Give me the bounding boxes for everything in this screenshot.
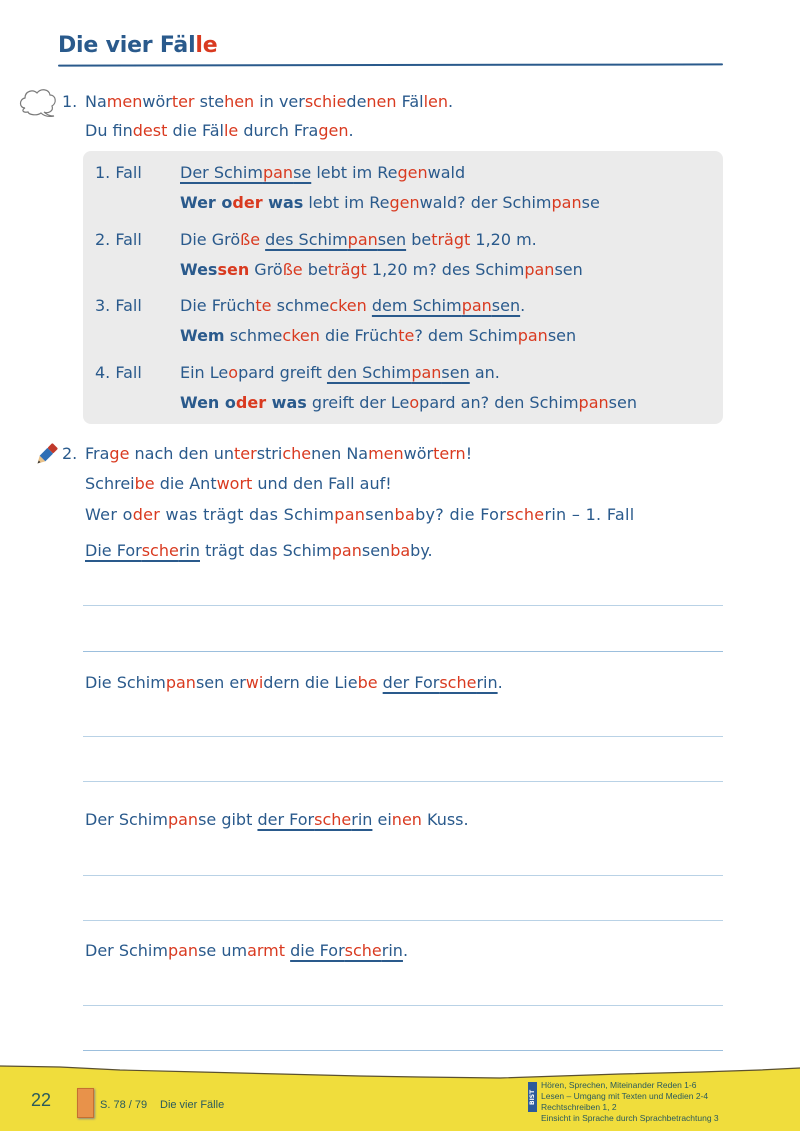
page-number: 22 — [31, 1090, 52, 1110]
text-segment: wald — [427, 163, 466, 182]
text-segment: lebt im Re — [311, 163, 398, 182]
text-segment: gen — [389, 193, 420, 212]
text-segment: Wem — [180, 326, 225, 345]
text-segment: schme — [271, 296, 330, 315]
case-1-question — [180, 193, 600, 212]
case-2-sentence — [180, 230, 537, 249]
text-segment: men — [368, 444, 404, 463]
text-segment: . — [448, 92, 454, 111]
text-segment: pan — [517, 326, 548, 345]
task-1-instruction-line-1 — [85, 92, 453, 111]
text-segment: ei — [372, 810, 392, 829]
text-segment: le — [223, 121, 239, 140]
text-segment: armt — [247, 941, 286, 960]
answer-line[interactable] — [83, 1005, 723, 1006]
exercise-sentence-2 — [85, 673, 503, 692]
text-segment: le — [195, 33, 218, 58]
textbook-topic: Die vier Fälle — [160, 1099, 225, 1111]
text-segment: 1,20 m. — [470, 230, 537, 249]
answer-line[interactable] — [83, 1050, 723, 1051]
text-segment: se um — [198, 941, 248, 960]
text-segment: be — [302, 260, 328, 279]
text-segment: die Früch — [319, 326, 399, 345]
text-segment: ? dem Schim — [414, 326, 518, 345]
text-segment: dem Schim — [371, 296, 462, 315]
text-segment: pard an? den Schim — [419, 393, 579, 412]
text-segment: schie — [304, 92, 347, 111]
text-segment: men — [106, 92, 143, 111]
text-segment: trägt das Schim — [200, 541, 332, 560]
text-segment: schme — [224, 326, 283, 345]
text-segment: die Fäl — [167, 121, 224, 140]
text-segment: nen Na — [311, 444, 369, 463]
text-segment: ße — [282, 260, 303, 279]
text-segment: lebt im Re — [303, 193, 390, 212]
text-segment: o — [409, 393, 420, 412]
text-segment: nen — [391, 810, 422, 829]
textbook-page-reference: S. 78 / 79 — [100, 1099, 148, 1111]
bist-item: Hören, Sprechen, Miteinander Reden 1-6 — [541, 1080, 697, 1090]
text-segment: 1,20 m? des Schim — [366, 260, 525, 279]
text-segment: wör — [142, 92, 172, 111]
text-segment: rin – 1. Fall — [544, 505, 635, 524]
text-segment: by. — [410, 541, 433, 560]
text-segment: durch Fra — [238, 121, 319, 140]
text-segment: be — [357, 673, 378, 692]
task-2-number: 2. — [62, 444, 78, 463]
text-segment: Wer o — [85, 505, 133, 524]
text-segment: se gibt — [198, 810, 258, 829]
text-segment: stri — [256, 444, 283, 463]
text-segment: den Schim — [326, 363, 412, 382]
bist-badge: BIST — [528, 1082, 537, 1112]
text-segment: sche — [314, 810, 352, 829]
text-segment: sen — [608, 393, 637, 412]
exercise-sentence-1 — [85, 541, 433, 560]
text-segment: cken — [282, 326, 320, 345]
text-segment: hen — [224, 92, 255, 111]
text-segment: in ver — [254, 92, 305, 111]
text-segment: Die For — [85, 541, 142, 560]
text-segment: pan — [167, 941, 199, 960]
page-title — [58, 33, 217, 58]
text-segment: se — [293, 163, 312, 182]
case-4-label: 4. Fall — [95, 363, 142, 382]
text-segment: ter — [171, 92, 195, 111]
text-segment: Ein Le — [180, 363, 229, 382]
text-segment: an. — [469, 363, 500, 382]
text-segment: gen — [318, 121, 349, 140]
text-segment: Die Früch — [180, 296, 256, 315]
text-segment: Kuss. — [421, 810, 469, 829]
text-segment: wald? der Schim — [419, 193, 552, 212]
text-segment: sen er — [195, 673, 246, 692]
text-segment: sche — [439, 673, 477, 692]
text-segment: rin — [381, 941, 403, 960]
text-segment: Die vier Fäl — [58, 33, 196, 58]
task-2-instruction-line-2 — [85, 474, 392, 493]
text-segment: Die Schim — [85, 673, 166, 692]
text-segment: trägt — [431, 230, 471, 249]
text-segment: be — [134, 474, 155, 493]
case-4-sentence — [180, 363, 500, 382]
text-segment: . — [348, 121, 354, 140]
pencil-icon — [33, 442, 59, 468]
text-segment: trägt — [327, 260, 367, 279]
text-segment: wi — [245, 673, 264, 692]
text-segment: Wen o — [180, 393, 236, 412]
text-segment: be — [406, 230, 432, 249]
text-segment: o — [228, 363, 239, 382]
text-segment: wort — [216, 474, 253, 493]
text-segment: se — [581, 193, 600, 212]
text-segment: gen — [397, 163, 428, 182]
text-segment: Wes — [180, 260, 218, 279]
text-segment: sen — [217, 260, 250, 279]
answer-line[interactable] — [83, 875, 723, 876]
text-segment: . — [520, 296, 526, 315]
textbook-cover-icon — [77, 1088, 94, 1118]
case-3-sentence — [180, 296, 525, 315]
text-segment: sen — [365, 505, 395, 524]
case-3-question — [180, 326, 576, 345]
text-segment: cken — [329, 296, 367, 315]
text-segment: der — [132, 505, 161, 524]
case-4-question — [180, 393, 637, 412]
text-segment: der — [235, 393, 267, 412]
text-segment: dest — [132, 121, 168, 140]
answer-line[interactable] — [83, 781, 723, 782]
text-segment: ba — [394, 505, 416, 524]
text-segment: sen — [554, 260, 583, 279]
case-2-label: 2. Fall — [95, 230, 142, 249]
text-segment: Der Schim — [180, 163, 263, 182]
case-1-sentence — [180, 163, 465, 182]
answer-line[interactable] — [83, 651, 723, 652]
text-segment: pan — [578, 393, 609, 412]
task-1-number: 1. — [62, 92, 78, 111]
text-segment: sen — [547, 326, 577, 345]
title-underline — [58, 63, 723, 66]
text-segment: pan — [262, 163, 294, 182]
text-segment: sche — [141, 541, 179, 560]
text-segment: che — [282, 444, 312, 463]
text-segment: pan — [334, 505, 366, 524]
bist-standards-list — [541, 1080, 719, 1124]
text-segment: die Ant — [154, 474, 217, 493]
text-segment: der For — [257, 810, 315, 829]
text-segment: rin — [476, 673, 498, 692]
exercise-sentence-4 — [85, 941, 408, 960]
text-segment: len — [423, 92, 449, 111]
text-segment: pan — [347, 230, 378, 249]
answer-line[interactable] — [83, 736, 723, 737]
text-segment: pan — [461, 296, 492, 315]
text-segment: sen — [491, 296, 521, 315]
answer-line[interactable] — [83, 605, 723, 606]
text-segment: rin — [351, 810, 373, 829]
thought-bubble-icon — [17, 86, 61, 122]
text-segment: sen — [441, 363, 470, 382]
text-segment: Fäl — [396, 92, 424, 111]
text-segment: rin — [178, 541, 200, 560]
text-segment: Na — [85, 92, 107, 111]
text-segment: Wer o — [180, 193, 233, 212]
text-segment: was — [266, 393, 307, 412]
text-segment: ter — [233, 444, 257, 463]
task-2-example-question — [85, 505, 634, 524]
text-segment: des Schim — [265, 230, 348, 249]
text-segment: sche — [344, 941, 382, 960]
text-segment: te — [255, 296, 272, 315]
task-2-instruction-line-1 — [85, 444, 472, 463]
text-segment: pan — [524, 260, 555, 279]
text-segment: nach den un — [129, 444, 234, 463]
task-1-instruction-line-2 — [85, 121, 354, 140]
text-segment: sen — [361, 541, 391, 560]
text-segment: was — [262, 193, 304, 212]
text-segment: Fra — [85, 444, 110, 463]
text-segment: die For — [290, 941, 345, 960]
text-segment: . — [402, 941, 409, 960]
case-1-label: 1. Fall — [95, 163, 142, 182]
case-2-question — [180, 260, 583, 279]
text-segment: Schrei — [85, 474, 135, 493]
text-segment: sche — [506, 505, 545, 524]
text-segment: te — [398, 326, 415, 345]
bist-item: Lesen – Umgang mit Texten und Medien 2-4 — [541, 1091, 709, 1101]
text-segment: greift der Le — [306, 393, 410, 412]
text-segment: tern — [433, 444, 466, 463]
text-segment: und den Fall auf! — [252, 474, 392, 493]
text-segment: der — [232, 193, 263, 212]
text-segment: Du fin — [85, 121, 133, 140]
text-segment: pan — [551, 193, 582, 212]
text-segment: by? die For — [415, 505, 507, 524]
text-segment: ße — [240, 230, 261, 249]
text-segment: Der Schim — [85, 810, 168, 829]
text-segment: der For — [382, 673, 440, 692]
text-segment: ba — [390, 541, 411, 560]
text-segment: pan — [411, 363, 442, 382]
text-segment: Grö — [249, 260, 283, 279]
text-segment: Die Grö — [180, 230, 241, 249]
text-segment: wör — [403, 444, 434, 463]
case-3-label: 3. Fall — [95, 296, 142, 315]
text-segment: ge — [109, 444, 130, 463]
answer-line[interactable] — [83, 920, 723, 921]
cases-box — [83, 151, 723, 424]
bist-item: Einsicht in Sprache durch Sprachbetrachtung 3 — [541, 1113, 719, 1123]
text-segment: de — [346, 92, 367, 111]
text-segment: pard greift — [238, 363, 327, 382]
text-segment: pan — [167, 810, 199, 829]
text-segment: pan — [331, 541, 362, 560]
text-segment: ste — [194, 92, 225, 111]
text-segment: dern die Lie — [263, 673, 358, 692]
bist-item: Rechtschreiben 1, 2 — [541, 1102, 617, 1112]
text-segment: nen — [366, 92, 397, 111]
text-segment: was trägt das Schim — [160, 505, 335, 524]
text-segment: sen — [377, 230, 407, 249]
text-segment: ! — [465, 444, 473, 463]
text-segment: . — [497, 673, 503, 692]
text-segment: pan — [165, 673, 196, 692]
text-segment: Der Schim — [85, 941, 168, 960]
exercise-sentence-3 — [85, 810, 469, 829]
